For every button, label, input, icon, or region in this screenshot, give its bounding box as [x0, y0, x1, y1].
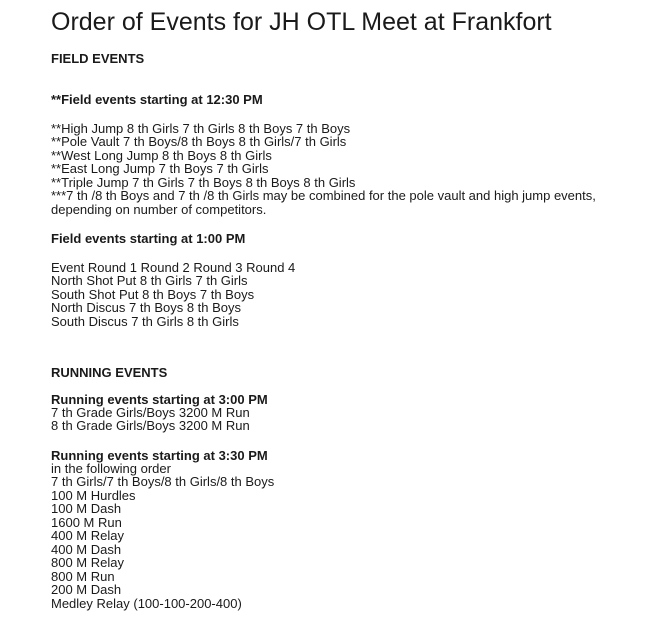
- field-session-1230-heading: **Field events starting at 12:30 PM: [51, 92, 263, 107]
- running-session-300-list: [51, 406, 250, 433]
- running-session-330-heading: Running events starting at 3:30 PM: [51, 448, 268, 463]
- list-item: 200 M Dash: [51, 582, 122, 598]
- list-item: **East Long Jump 7 th Boys 7 th Girls: [51, 161, 269, 177]
- running-events-heading: RUNNING EVENTS: [51, 365, 168, 380]
- page-title: Order of Events for JH OTL Meet at Frankfort: [51, 8, 552, 36]
- field-events-heading: FIELD EVENTS: [51, 51, 145, 66]
- running-session-300-heading: Running events starting at 3:00 PM: [51, 392, 268, 407]
- list-item: South Discus 7 th Girls 8 th Girls: [51, 313, 239, 329]
- list-item: 400 M Dash: [51, 541, 122, 557]
- list-item: North Discus 7 th Boys 8 th Boys: [51, 300, 242, 316]
- list-item: 8 th Grade Girls/Boys 3200 M Run: [51, 418, 250, 434]
- list-item: 7 th Girls/7 th Boys/8 th Girls/8 th Boys: [51, 474, 275, 490]
- list-item: Medley Relay (100-100-200-400): [51, 595, 242, 611]
- list-item: **West Long Jump 8 th Boys 8 th Girls: [51, 147, 272, 163]
- list-item: 100 M Dash: [51, 501, 122, 517]
- list-item: South Shot Put 8 th Boys 7 th Boys: [51, 286, 255, 302]
- field-session-1230-list: [51, 122, 621, 216]
- list-item: 100 M Hurdles: [51, 487, 136, 503]
- list-item: 1600 M Run: [51, 514, 122, 530]
- field-session-100-heading: Field events starting at 1:00 PM: [51, 231, 246, 246]
- list-item: **Triple Jump 7 th Girls 7 th Boys 8 th Boys 8 th Girls: [51, 174, 356, 190]
- running-session-330-list: [51, 462, 274, 610]
- list-item: North Shot Put 8 th Girls 7 th Girls: [51, 273, 248, 289]
- list-item: 800 M Run: [51, 568, 115, 584]
- list-item: 7 th Grade Girls/Boys 3200 M Run: [51, 405, 250, 420]
- list-item: 400 M Relay: [51, 528, 124, 544]
- combined-events-note: ***7 th /8 th Boys and 7 th /8 th Girls may be combined for the pole vault and high jump events, depending on number of competitors.: [51, 188, 596, 217]
- list-item: Event Round 1 Round 2 Round 3 Round 4: [51, 260, 296, 275]
- list-item: **Pole Vault 7 th Boys/8 th Boys 8 th Girls/7 th Girls: [51, 134, 347, 150]
- field-session-100-list: [51, 261, 295, 328]
- list-item: in the following order: [51, 461, 171, 476]
- list-item: **High Jump 8 th Girls 7 th Girls 8 th Boys 7 th Boys: [51, 121, 351, 136]
- list-item: 800 M Relay: [51, 555, 124, 571]
